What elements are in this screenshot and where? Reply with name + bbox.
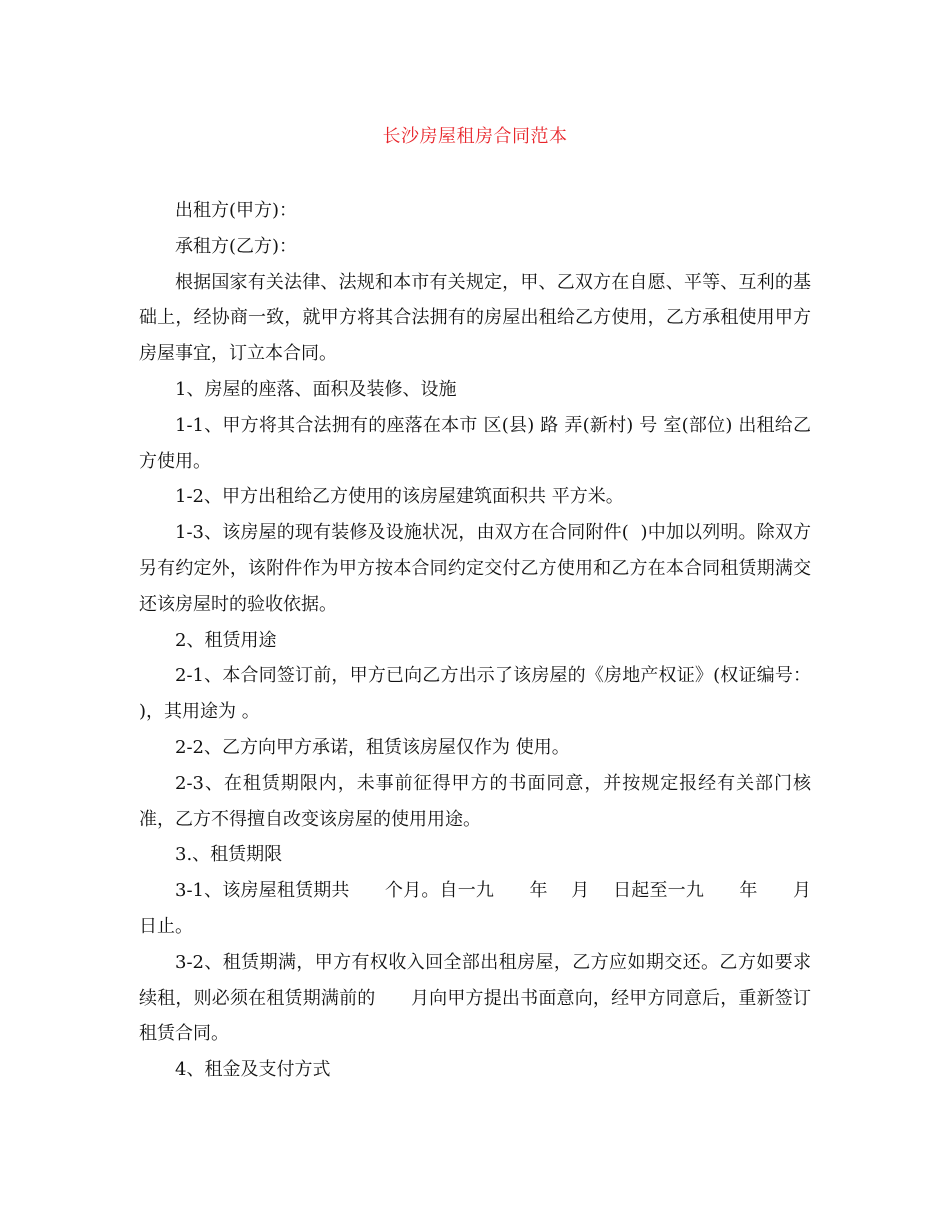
section-heading-4: 4、租金及支付方式 (175, 1059, 331, 1081)
clause-1-1: 1-1、甲方将其合法拥有的座落在本市 区(县) 路 弄(新村) 号 室(部位) 出租给乙方使用。 (139, 414, 811, 472)
clause-2-3: 2-3、在租赁期限内，未事前征得甲方的书面同意，并按规定报经有关部门核准，乙方不得擅自改变该房屋的使用用途。 (139, 772, 811, 830)
clause-1-3: 1-3、该房屋的现有装修及设施状况，由双方在合同附件( )中加以列明。除双方另有约定外，该附件作为甲方按本合同约定交付乙方使用和乙方在本合同租赁期满交还该房屋时的验收依据。 (139, 522, 811, 615)
document-body (139, 193, 846, 1088)
clause-2-2: 2-2、乙方向甲方承诺，租赁该房屋仅作为 使用。 (175, 736, 570, 758)
section-heading-3: 3.、租赁期限 (175, 844, 283, 866)
paragraph-lessee: 承租方(乙方)： (175, 235, 298, 257)
section-heading-2: 2、租赁用途 (175, 629, 277, 651)
paragraph-preamble: 根据国家有关法律、法规和本市有关规定，甲、乙双方在自愿、平等、互利的基础上，经协商一致，就甲方将其合法拥有的房屋出租给乙方使用，乙方承租使用甲方房屋事宜，订立本合同。 (139, 271, 811, 365)
clause-3-2: 3-2、租赁期满，甲方有权收入回全部出租房屋，乙方应如期交还。乙方如要求续租，则必须在租赁期满前的 月向甲方提出书面意向，经甲方同意后，重新签订租赁合同。 (139, 951, 811, 1045)
clause-3-1: 3-1、该房屋租赁期共 个月。自一九 年 月 日起至一九 年 月 日止。 (139, 880, 846, 937)
clause-1-2: 1-2、甲方出租给乙方使用的该房屋建筑面积共 平方米。 (175, 486, 624, 508)
document-title: 长沙房屋租房合同范本 (382, 126, 568, 147)
paragraph-lessor: 出租方(甲方)： (175, 200, 298, 221)
section-heading-1: 1、房屋的座落、面积及装修、设施 (175, 378, 457, 400)
clause-2-1: 2-1、本合同签订前，甲方已向乙方出示了该房屋的《房地产权证》(权证编号： )，其用途为 。 (139, 665, 817, 723)
